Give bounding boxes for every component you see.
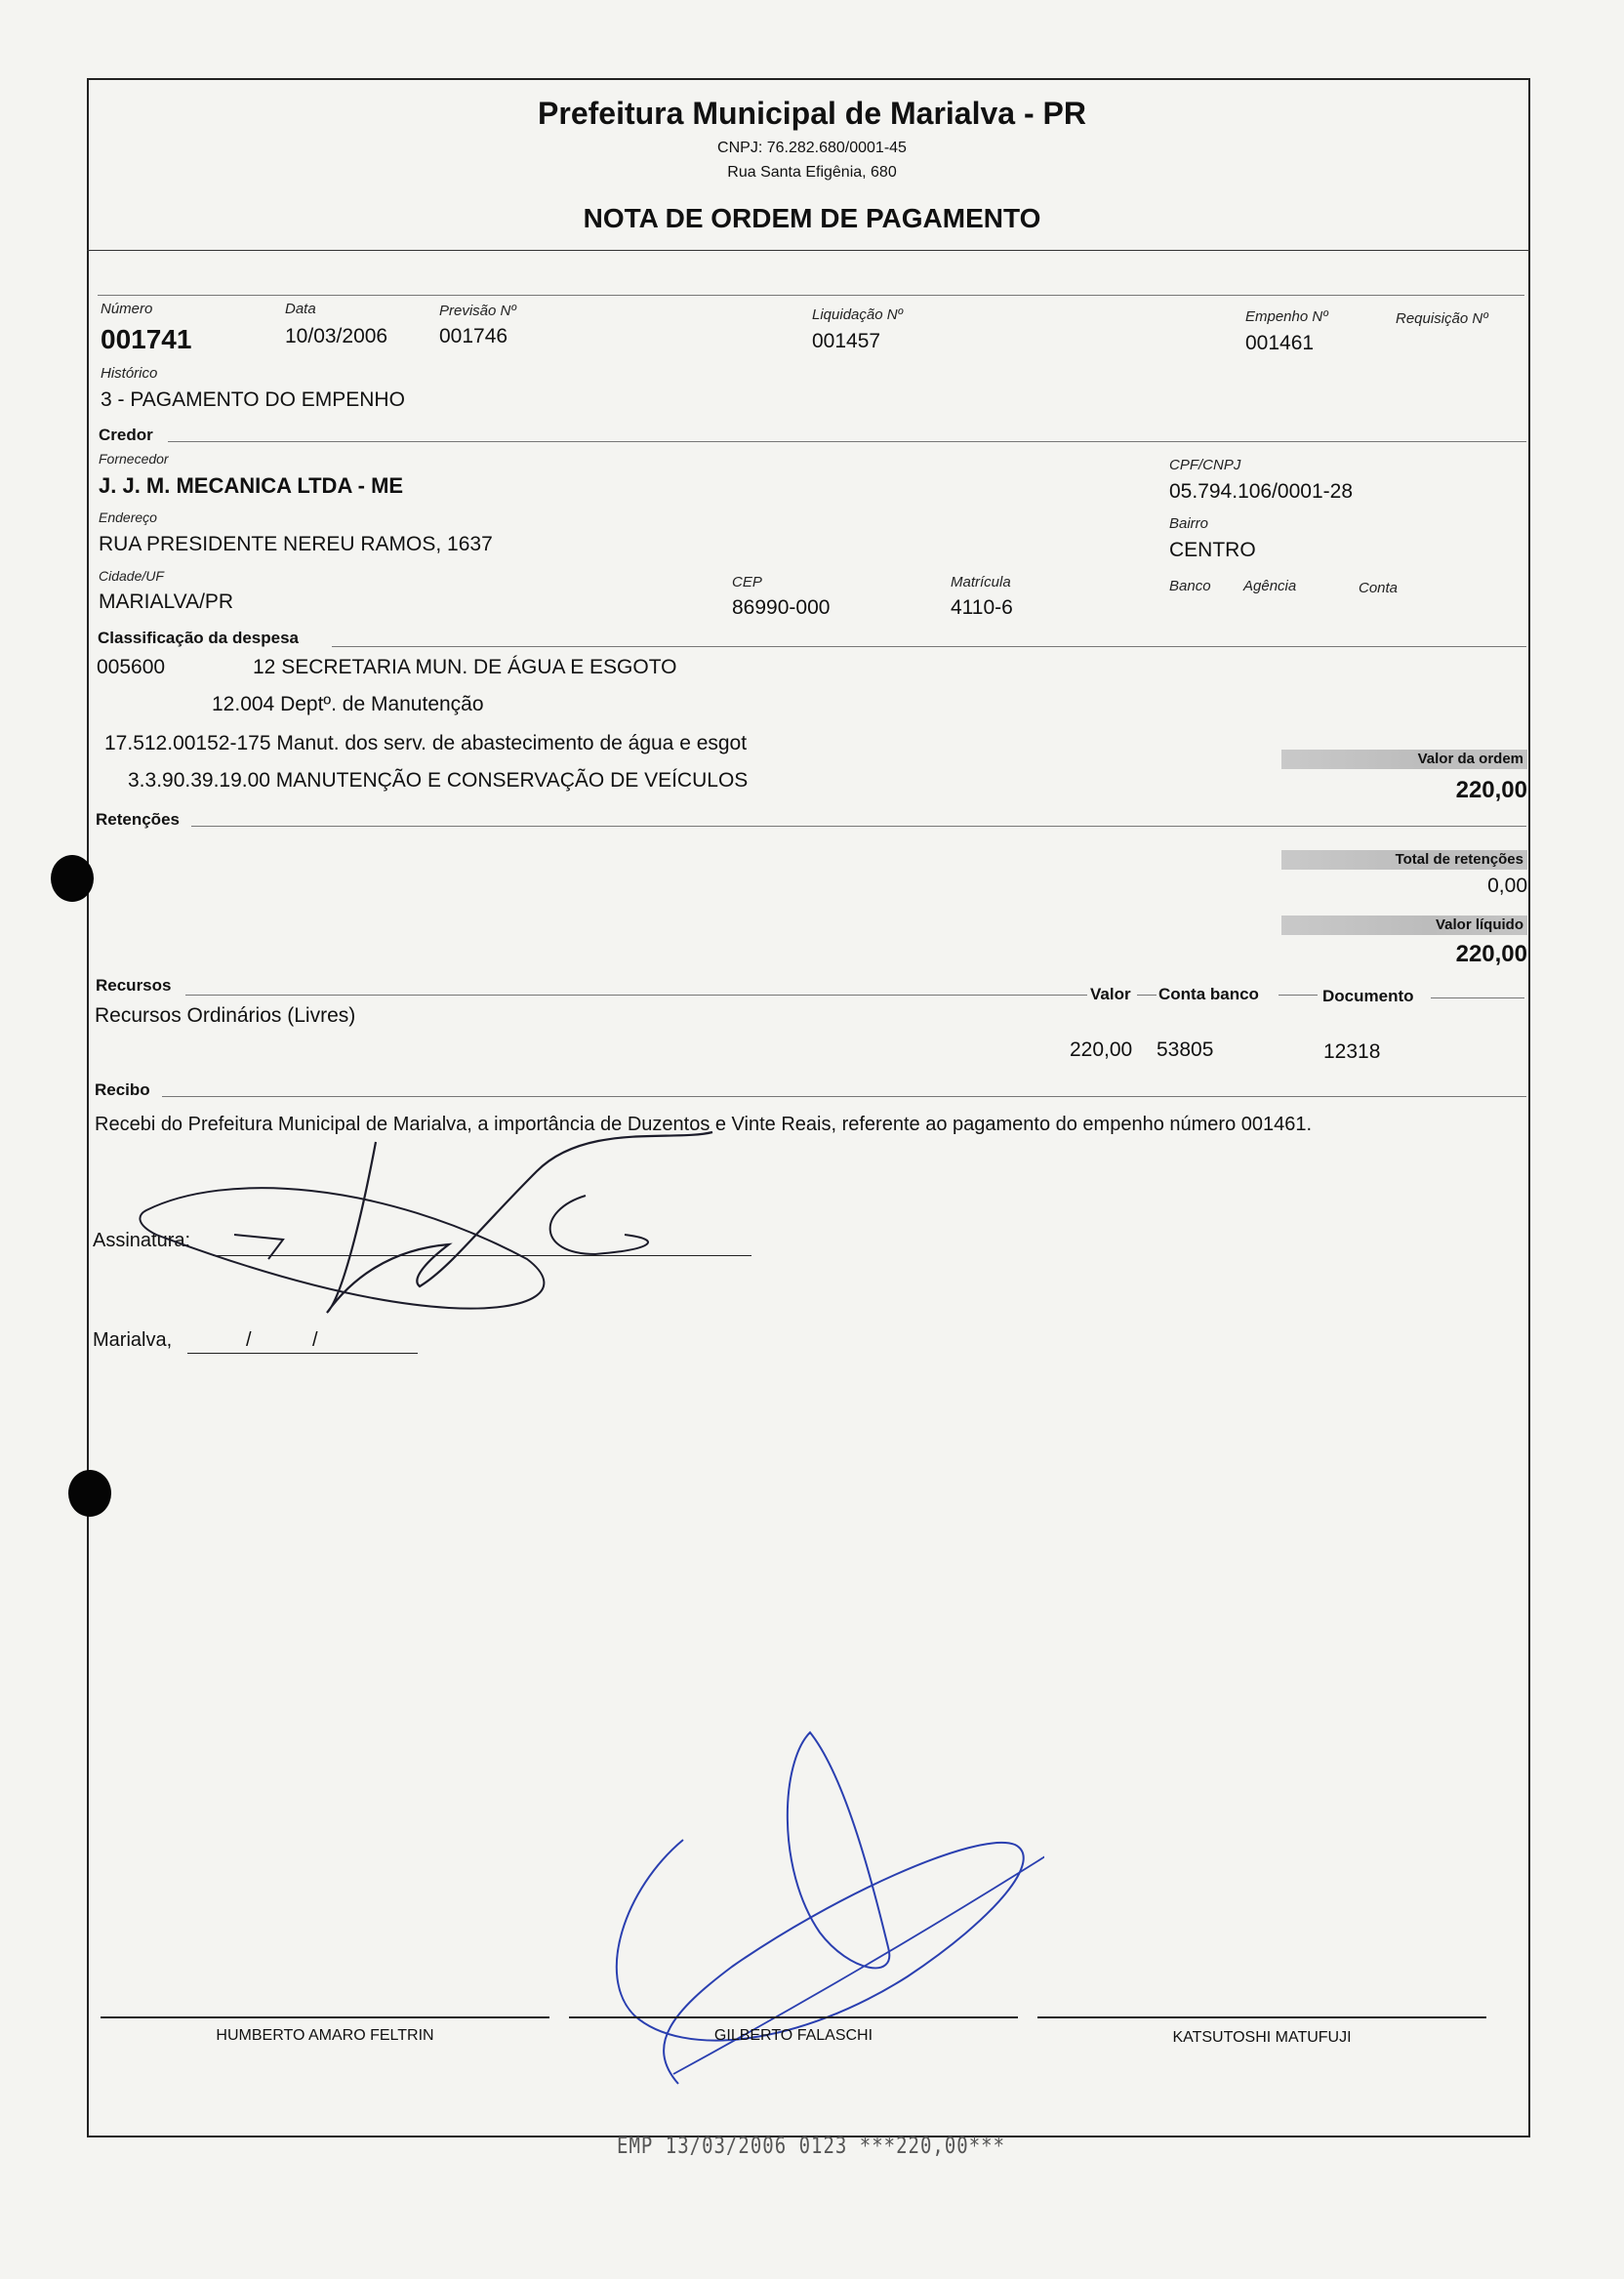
fornecedor-label: Fornecedor	[99, 451, 169, 467]
recibo-rule	[162, 1096, 1526, 1097]
classificacao-code: 005600	[97, 656, 166, 678]
endereco-label: Endereço	[99, 509, 157, 525]
cep-label: CEP	[732, 574, 762, 590]
retencoes-section: Retenções	[96, 810, 180, 829]
signatory-3: KATSUTOSHI MATUFUJI	[1172, 2029, 1352, 2046]
date-line[interactable]	[187, 1353, 418, 1354]
valor-liquido-label: Valor líquido	[1435, 916, 1523, 933]
date-slash-2: /	[312, 1329, 318, 1351]
cidade-value: MARIALVA/PR	[99, 590, 234, 613]
punch-hole-bottom	[68, 1470, 111, 1517]
recursos-conta: 53805	[1157, 1038, 1214, 1061]
conta-label: Conta	[1359, 580, 1399, 596]
valor-ordem-box	[1281, 750, 1527, 769]
bairro-label: Bairro	[1169, 515, 1209, 532]
cnpj: CNPJ: 76.282.680/0001-45	[717, 140, 907, 156]
valor-liquido-value: 220,00	[1455, 941, 1527, 967]
signatory-2: GILBERTO FALASCHI	[713, 2027, 873, 2044]
previsao-label: Previsão Nº	[439, 303, 516, 319]
credor-section: Credor	[99, 426, 153, 444]
previsao-value: 001746	[439, 325, 508, 347]
recursos-documento: 12318	[1323, 1040, 1381, 1063]
valor-ordem-value: 220,00	[1455, 777, 1527, 803]
historico-label: Histórico	[101, 365, 158, 382]
local-label: Marialva,	[93, 1329, 173, 1351]
recursos-rule-2	[1137, 995, 1157, 996]
recibo-section: Recibo	[95, 1080, 150, 1099]
municipality-title: Prefeitura Municipal de Marialva - PR	[538, 96, 1086, 131]
classificacao-funcional: 17.512.00152-175 Manut. dos serv. de abastecimento de água e esgot	[104, 732, 748, 754]
cidade-label: Cidade/UF	[99, 568, 164, 584]
assinatura-label: Assinatura:	[93, 1230, 191, 1251]
retencoes-rule	[191, 826, 1526, 827]
recursos-rule-4	[1431, 997, 1524, 998]
header-divider	[87, 250, 1530, 251]
classificacao-section: Classificação da despesa	[98, 629, 300, 647]
classificacao-rule	[332, 646, 1526, 647]
recursos-rule-3	[1279, 995, 1318, 996]
requisicao-label: Requisição Nº	[1396, 310, 1488, 327]
liquidacao-value: 001457	[812, 330, 881, 352]
signatory-1: HUMBERTO AMARO FELTRIN	[216, 2027, 434, 2044]
punch-hole-top	[51, 855, 94, 902]
empenho-label: Empenho Nº	[1245, 308, 1328, 325]
total-retencoes-box	[1281, 850, 1527, 870]
credor-rule	[168, 441, 1526, 442]
recursos-valor: 220,00	[1070, 1038, 1133, 1061]
data-value: 10/03/2006	[285, 325, 388, 347]
liquidacao-label: Liquidação Nº	[812, 306, 904, 323]
recursos-rule	[185, 995, 1087, 996]
recursos-documento-label: Documento	[1322, 987, 1414, 1005]
classificacao-departamento: 12.004 Deptº. de Manutenção	[212, 693, 484, 715]
data-label: Data	[285, 301, 316, 317]
document-title: NOTA DE ORDEM DE PAGAMENTO	[583, 203, 1041, 233]
banco-label: Banco	[1169, 578, 1211, 594]
date-slash-1: /	[246, 1329, 252, 1351]
endereco-value: RUA PRESIDENTE NEREU RAMOS, 1637	[99, 533, 493, 555]
recursos-section: Recursos	[96, 976, 172, 995]
total-retencoes-label: Total de retenções	[1395, 851, 1523, 868]
total-retencoes-value: 0,00	[1487, 875, 1527, 897]
numero-label: Número	[101, 301, 153, 317]
signatory-line-2	[569, 2016, 1018, 2018]
cpf-label: CPF/CNPJ	[1169, 457, 1241, 473]
signatory-line-3	[1037, 2016, 1486, 2018]
recursos-valor-label: Valor	[1090, 985, 1131, 1003]
empenho-value: 001461	[1245, 332, 1315, 354]
valor-ordem-label: Valor da ordem	[1417, 751, 1523, 767]
payment-stamp: EMP 13/03/2006 0123 ***220,00***	[617, 2133, 1006, 2160]
address: Rua Santa Efigênia, 680	[727, 164, 897, 181]
recibo-signature	[127, 1113, 732, 1327]
numero-value: 001741	[101, 324, 192, 354]
recibo-text: Recebi do Prefeitura Municipal de Marialva, a importância de Duzentos e Vinte Reais, referente ao pagamento do empenho número 001461.	[95, 1114, 1313, 1135]
classificacao-secretaria: 12 SECRETARIA MUN. DE ÁGUA E ESGOTO	[253, 656, 677, 678]
header-subdivider	[98, 295, 1524, 296]
cpf-value: 05.794.106/0001-28	[1169, 480, 1354, 503]
bairro-value: CENTRO	[1169, 539, 1256, 561]
matricula-value: 4110-6	[951, 596, 1013, 619]
matricula-label: Matrícula	[951, 574, 1011, 590]
valor-liquido-box	[1281, 916, 1527, 935]
recursos-descricao: Recursos Ordinários (Livres)	[95, 1004, 356, 1027]
fornecedor-value: J. J. M. MECANICA LTDA - ME	[99, 473, 404, 498]
cep-value: 86990-000	[732, 596, 831, 619]
historico-value: 3 - PAGAMENTO DO EMPENHO	[101, 388, 405, 411]
agencia-label: Agência	[1243, 578, 1297, 594]
classificacao-natureza: 3.3.90.39.19.00 MANUTENÇÃO E CONSERVAÇÃO DE VEÍCULOS	[128, 769, 749, 792]
recursos-conta-label: Conta banco	[1158, 985, 1259, 1003]
signatory-line-1	[101, 2016, 549, 2018]
